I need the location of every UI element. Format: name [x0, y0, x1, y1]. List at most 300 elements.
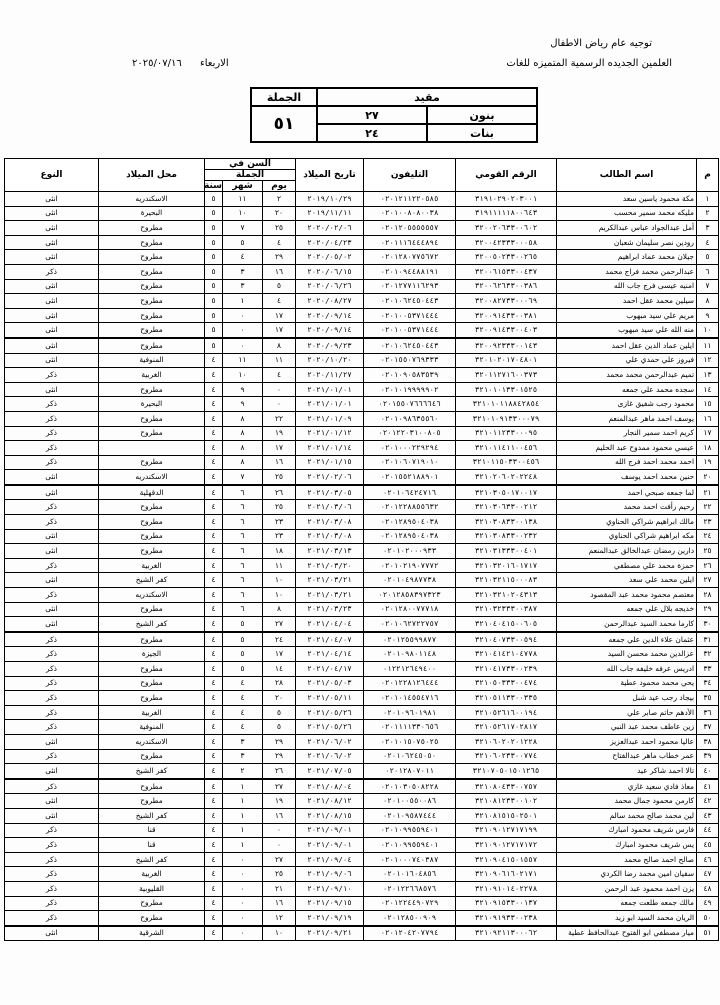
cell-age-years: ٥ [205, 235, 223, 250]
cell-national-id: ٣٢٠٠٩٢٣٣٣٠٠١٤٣ [456, 338, 557, 353]
cell-age-days: ٠ [263, 382, 296, 397]
cell-age-months: ٥ [223, 235, 263, 250]
table-row [5, 662, 719, 677]
cell-row-number: ١٧ [697, 426, 719, 441]
total-header: الجملة [251, 88, 317, 106]
col-day: يوم [263, 181, 296, 192]
table-row [5, 558, 719, 573]
cell-gender: انثى [5, 808, 99, 823]
cell-row-number: ٣٥ [697, 691, 719, 706]
cell-gender: انثى [5, 206, 99, 221]
cell-age-days: ٢٣ [263, 529, 296, 544]
cell-age-days: ١٠ [263, 926, 296, 941]
cell-national-id: ٣٢١٠٩١٠١٤٠٢٢٧٨ [456, 881, 557, 896]
table-row [5, 426, 719, 441]
cell-phone: ٠٢٠١٥٥٠٧٦٦٦٦٤٦ [364, 397, 456, 412]
cell-gender: ذكر [5, 896, 99, 911]
table-row [5, 734, 719, 749]
cell-gender: انثى [5, 926, 99, 941]
cell-age-days: ٥ [263, 705, 296, 720]
cell-phone: ٠٢٠١٢١١٢٢٠٥٨٥ [364, 192, 456, 207]
cell-age-days: ١٩ [263, 794, 296, 809]
cell-age-months: ٠ [223, 867, 263, 882]
cell-birth-date: ٢٠٢١/٠٩/٠٦ [296, 867, 364, 882]
cell-student-name: لما جمعه صبحي احمد [557, 485, 697, 500]
cell-age-months: ٥ [223, 617, 263, 632]
girls-label: بنات [427, 124, 537, 142]
cell-student-name: ايلين محمد علي سعد [557, 573, 697, 588]
cell-row-number: ٤٣ [697, 808, 719, 823]
cell-age-years: ٤ [205, 500, 223, 515]
cell-gender: ذكر [5, 705, 99, 720]
cell-age-months: ١١ [223, 353, 263, 368]
cell-gender: ذكر [5, 691, 99, 706]
cell-row-number: ٦ [697, 264, 719, 279]
boys-label: بنون [427, 106, 537, 124]
cell-phone: ٠٢٠١٠٦٢٧٢٢٧٥٧ [364, 617, 456, 632]
table-row [5, 368, 719, 383]
cell-row-number: ٣٠ [697, 617, 719, 632]
cell-national-id: ٣٢١٠٦٠٢٠٢٠١٢٢٨ [456, 734, 557, 749]
cell-age-days: ٤ [263, 368, 296, 383]
cell-national-id: ٣٢١٠١٠٩١٣٣٠٠٠٧٩ [456, 411, 557, 426]
cell-student-name: معاذ فادي سعيد غازي [557, 779, 697, 794]
cell-birth-date: ٢٠٢١/٠٩/١٥ [296, 896, 364, 911]
cell-age-years: ٥ [205, 221, 223, 236]
table-row [5, 529, 719, 544]
cell-gender: انثى [5, 470, 99, 485]
cell-gender: انثى [5, 279, 99, 294]
cell-student-name: مريم علي سيد مبهوب [557, 308, 697, 323]
table-row [5, 206, 719, 221]
cell-row-number: ١٣ [697, 368, 719, 383]
cell-student-name: يس شريف محمود امبارك [557, 838, 697, 853]
cell-national-id: ٣٢١٠٣٢١٠٢٠٤٣١٣ [456, 588, 557, 603]
cell-age-days: ١٨ [263, 544, 296, 559]
cell-row-number: ٤٤ [697, 823, 719, 838]
cell-birth-date: ٢٠٢١/٠٨/٠٤ [296, 779, 364, 794]
cell-birth-date: ٢٠٢١/٠١/٠١ [296, 397, 364, 412]
cell-national-id: ٣٢٠١١٢٧١٦٠٠٣٧٣ [456, 368, 557, 383]
cell-phone: ٠٢٠١٠٩٨٦٣٥٥٦٠ [364, 411, 456, 426]
cell-birth-date: ٢٠١٩/١٠/٢٩ [296, 192, 364, 207]
cell-birth-date: ٢٠٢٠/١٠/٢٠ [296, 353, 364, 368]
cell-birth-place: مطروح [99, 455, 205, 470]
col-phone: التليفون [364, 159, 456, 192]
cell-birth-date: ٢٠٢١/٠٥/٢٦ [296, 720, 364, 735]
cell-student-name: عمر خطاب ماهر عبدالفتاح [557, 749, 697, 764]
cell-row-number: ٢٧ [697, 573, 719, 588]
cell-age-months: ٤ [223, 720, 263, 735]
cell-gender: انثى [5, 250, 99, 265]
cell-age-days: ١٧ [263, 323, 296, 338]
cell-age-months: ٣ [223, 749, 263, 764]
cell-national-id: ٣٢١٠٨٠٤٣٣٠٠٧٥٧ [456, 779, 557, 794]
cell-student-name: سجده محمد علي جمعه [557, 382, 697, 397]
cell-row-number: ١٠ [697, 323, 719, 338]
enrollment-summary-table [250, 87, 538, 143]
cell-birth-place: مطروح [99, 602, 205, 617]
cell-student-name: محمود رجب شفيق غازى [557, 397, 697, 412]
cell-row-number: ٣ [697, 221, 719, 236]
cell-row-number: ٢٥ [697, 544, 719, 559]
table-row [5, 926, 719, 941]
cell-phone: ٠٢٠١٠١٥٠٧٥٠٢٥ [364, 734, 456, 749]
cell-birth-place: الغربية [99, 368, 205, 383]
cell-age-days: ٢٥ [263, 867, 296, 882]
cell-age-years: ٥ [205, 206, 223, 221]
table-row [5, 779, 719, 794]
cell-birth-date: ٢٠٢١/٠٣/٠٦ [296, 500, 364, 515]
cell-age-days: ٨ [263, 338, 296, 353]
cell-student-name: رودين نصر سليمان شعبان [557, 235, 697, 250]
cell-gender: انثى [5, 338, 99, 353]
cell-age-years: ٤ [205, 588, 223, 603]
cell-age-years: ٤ [205, 911, 223, 926]
cell-age-years: ٤ [205, 353, 223, 368]
cell-birth-place: مطروح [99, 382, 205, 397]
cell-birth-date: ٢٠٢٠/٠٤/٢٣ [296, 235, 364, 250]
cell-birth-date: ٢٠٢١/٠٣/٢١ [296, 588, 364, 603]
cell-birth-place: الدقهلية [99, 485, 205, 500]
cell-birth-place: قنا [99, 838, 205, 853]
cell-row-number: ١١ [697, 338, 719, 353]
cell-age-months: ١٠ [223, 368, 263, 383]
cell-age-months: ٣ [223, 734, 263, 749]
cell-age-days: ٢٠ [263, 206, 296, 221]
cell-birth-date: ٢٠٢١/٠٨/١٥ [296, 808, 364, 823]
cell-age-months: ٠ [223, 852, 263, 867]
cell-age-months: ٦ [223, 602, 263, 617]
cell-gender: انثى [5, 794, 99, 809]
cell-age-years: ٤ [205, 573, 223, 588]
cell-student-name: حمزة محمد علي مصطفي [557, 558, 697, 573]
cell-age-months: ٠ [223, 896, 263, 911]
cell-age-days: ٤ [263, 235, 296, 250]
cell-age-days: ٢٧ [263, 779, 296, 794]
cell-birth-date: ٢٠٢١/٠٩/٠١ [296, 838, 364, 853]
cell-gender: ذكر [5, 368, 99, 383]
cell-age-years: ٤ [205, 602, 223, 617]
cell-birth-date: ٢٠٢١/٠١/٠٩ [296, 411, 364, 426]
table-row [5, 602, 719, 617]
cell-age-days: ٢٣ [263, 515, 296, 530]
cell-birth-date: ٢٠٢١/٠٣/٠٥ [296, 485, 364, 500]
table-row [5, 749, 719, 764]
cell-national-id: ٣٢٠٠٢٠٦٣٣٠٠٦٠٢ [456, 221, 557, 236]
cell-birth-place: مطروح [99, 308, 205, 323]
cell-birth-place: مطروح [99, 294, 205, 309]
cell-student-name: تميم عبدالرحمن محمد محمد [557, 368, 697, 383]
cell-birth-date: ٢٠٢٠/٠٦/٢٦ [296, 279, 364, 294]
cell-age-days: ١٠ [263, 573, 296, 588]
cell-age-days: ٢٩ [263, 250, 296, 265]
cell-age-years: ٤ [205, 441, 223, 456]
cell-phone: ٠٢٠١٢٠٤٢٠٧٧٩٤ [364, 926, 456, 941]
cell-birth-place: مطروح [99, 794, 205, 809]
table-row [5, 647, 719, 662]
cell-birth-place: الشرقية [99, 926, 205, 941]
cell-national-id: ٣٢١٠١١٤١١٠٠٤٥٦ [456, 441, 557, 456]
cell-student-name: مكه ابراهيم شراكي الحناوي [557, 529, 697, 544]
cell-age-days: ٢٥ [263, 500, 296, 515]
cell-gender: ذكر [5, 411, 99, 426]
table-row [5, 676, 719, 691]
cell-birth-date: ٢٠٢١/٠١/٠١ [296, 382, 364, 397]
cell-phone: ٠٢٠١٠٦٢٤٥٠٥٠ [364, 749, 456, 764]
students-table-body [5, 192, 719, 941]
cell-phone: ٠٢٠١٢٨٥٨٣٩٧٣٢٣ [364, 588, 456, 603]
cell-age-years: ٤ [205, 734, 223, 749]
cell-birth-date: ٢٠٢١/٠٦/٠٢ [296, 749, 364, 764]
cell-national-id: ٣٢١٠٥٢٦١٧٠٢٨١٧ [456, 720, 557, 735]
table-row [5, 720, 719, 735]
cell-phone: ٠٢٠١٠٦٠٧١٩٠١٠ [364, 455, 456, 470]
cell-student-name: امنيه عيسى فرج جاب الله [557, 279, 697, 294]
cell-birth-place: مطروح [99, 691, 205, 706]
cell-age-days: ١١ [263, 558, 296, 573]
table-row [5, 573, 719, 588]
cell-age-months: ١ [223, 808, 263, 823]
cell-national-id: ٣٢١٠٥٠٣٣٣٠٠٤٧٤ [456, 676, 557, 691]
col-age-sub: الجملة [205, 170, 296, 181]
table-row [5, 823, 719, 838]
cell-age-months: ٣ [223, 264, 263, 279]
cell-student-name: أمل عبدالجواد عباس عبدالكريم [557, 221, 697, 236]
cell-birth-place: المنوفية [99, 720, 205, 735]
cell-gender: ذكر [5, 749, 99, 764]
cell-age-months: ٦ [223, 573, 263, 588]
cell-row-number: ١٤ [697, 382, 719, 397]
cell-row-number: ٢٤ [697, 529, 719, 544]
cell-row-number: ٣٨ [697, 734, 719, 749]
cell-gender: ذكر [5, 676, 99, 691]
cell-student-name: سفيان امين محمد رضا الكردي [557, 867, 697, 882]
cell-national-id: ٣٢٠٠٦٢٦٣٣٠٠٣٨٦ [456, 279, 557, 294]
cell-birth-date: ٢٠٢١/٠٥/٠٣ [296, 676, 364, 691]
cell-age-days: ٢٧ [263, 852, 296, 867]
cell-phone: ٠٢٠١٢٨٥٠٠٩٠٩ [364, 911, 456, 926]
cell-phone: ٠٢٠١٠٢٠٠٠٩٣٣ [364, 544, 456, 559]
cell-birth-place: مطروح [99, 662, 205, 677]
cell-age-months: ٨ [223, 441, 263, 456]
cell-row-number: ٤٥ [697, 838, 719, 853]
col-year: سنة [204, 181, 223, 191]
cell-student-name: لين محمد صالح محمد سالم [557, 808, 697, 823]
cell-phone: ٠٢٠١٥٥٢١٨٨٩٠١ [364, 470, 456, 485]
cell-phone: ٠٢٠١٠٠٨٠٨٠٠٣٨ [364, 206, 456, 221]
cell-gender: ذكر [5, 852, 99, 867]
cell-birth-date: ٢٠٢١/٠١/١٢ [296, 426, 364, 441]
cell-age-days: ١٧ [263, 308, 296, 323]
cell-age-years: ٤ [205, 691, 223, 706]
cell-national-id: ٣٢١٠٦٠٢٣٣٠٠٧٧٤ [456, 749, 557, 764]
cell-birth-place: مطروح [99, 250, 205, 265]
cell-row-number: ٥١ [697, 926, 719, 941]
cell-birth-date: ٢٠٢٠/٠٨/٢٧ [296, 294, 364, 309]
cell-national-id: ٣٢٠٠٥٠٢٣٣٠٠٢٦٥ [456, 250, 557, 265]
cell-student-name: ايلين عماد الدين عقل احمد [557, 338, 697, 353]
cell-birth-date: ٢٠٢١/٠٦/٠٢ [296, 734, 364, 749]
cell-birth-place: الغربية [99, 867, 205, 882]
cell-national-id: ٣٢١٠٨١٢٣٣٠٠١٠٢ [456, 794, 557, 809]
cell-national-id: ٣٢١٠٤٠٤١٥٠٠٦٠٥ [456, 617, 557, 632]
cell-national-id: ٣١٩١١١١١٨٠٠٦٤٣ [456, 206, 557, 221]
cell-national-id: ٣٢١٠٩٠٦١٦٠٢١٧١ [456, 867, 557, 882]
cell-gender: ذكر [5, 558, 99, 573]
table-row [5, 867, 719, 882]
cell-row-number: ٢٢ [697, 500, 719, 515]
cell-age-days: ١٦ [263, 455, 296, 470]
cell-age-years: ٤ [205, 705, 223, 720]
cell-gender: ذكر [5, 500, 99, 515]
cell-student-name: الريان محمد السيد ابو زيد [557, 911, 697, 926]
cell-birth-place: كفر الشيخ [99, 852, 205, 867]
cell-age-months: ١ [223, 294, 263, 309]
table-row [5, 397, 719, 412]
cell-birth-date: ٢٠٢١/٠٩/٠٤ [296, 852, 364, 867]
cell-student-name: عبدالرحمن محمد فراج محمد [557, 264, 697, 279]
cell-birth-date: ٢٠٢٠/٠٥/٠٢ [296, 250, 364, 265]
cell-birth-place [99, 441, 205, 456]
cell-phone: ٠٢٠١٢٥٥٩٩٨٧٧ [364, 632, 456, 647]
cell-age-days: ١٠ [263, 588, 296, 603]
cell-national-id: ٣٢١٠٩١٩٣٣٠٠٢٣٨ [456, 911, 557, 926]
cell-phone: ٠٢٠١٠٠٥٣٧١٤٤٤ [364, 308, 456, 323]
cell-birth-place: مطروح [99, 779, 205, 794]
cell-age-months: ٦ [223, 544, 263, 559]
col-month: شهر [223, 181, 263, 192]
cell-birth-date: ٢٠٢١/٠١/١٥ [296, 455, 364, 470]
cell-age-months: ١٠ [223, 206, 263, 221]
table-row [5, 515, 719, 530]
table-row [5, 632, 719, 647]
cell-student-name: حنين محمد احمد يوسف [557, 470, 697, 485]
cell-row-number: ١ [697, 192, 719, 207]
cell-national-id: ٣٢١٠٣٠٨٣٣٠٠٢٣٢ [456, 529, 557, 544]
cell-birth-place: مطروح [99, 235, 205, 250]
cell-national-id: ٣٢١٠٣٢٣٣٣٠٠٣٨٧ [456, 602, 557, 617]
table-row [5, 338, 719, 353]
cell-birth-date: ٢٠٢١/٠٤/١٤ [296, 647, 364, 662]
cell-birth-place: كفر الشيخ [99, 617, 205, 632]
cell-age-years: ٤ [205, 926, 223, 941]
cell-phone: ٠٢٠١٢٨٠٧٧٥٦٧٢ [364, 250, 456, 265]
cell-age-years: ٥ [205, 250, 223, 265]
cell-age-days: ٢٢ [263, 411, 296, 426]
cell-birth-date: ٢٠٢١/٠٣/٢١ [296, 573, 364, 588]
cell-row-number: ٥٠ [697, 911, 719, 926]
cell-age-days: ١٤ [263, 662, 296, 677]
cell-national-id: ٣٢٠١٠٢٠١٧٠٤٨٠١ [456, 353, 557, 368]
cell-gender: انثى [5, 382, 99, 397]
cell-student-name: فارس شريف محمود امبارك [557, 823, 697, 838]
table-row [5, 353, 719, 368]
cell-row-number: ٣١ [697, 632, 719, 647]
table-row [5, 250, 719, 265]
cell-student-name: عاليا محمود احمد عبدالعزيز [557, 734, 697, 749]
cell-student-name: ميار مصطفي ابو الفتوح عبدالحافظ عطية [557, 926, 697, 941]
cell-phone: ٠٢٠١٠٢١٩٠٧٧٧٢ [364, 558, 456, 573]
cell-age-years: ٤ [205, 662, 223, 677]
cell-student-name: يزن احمد محمود عبد الرحمن [557, 881, 697, 896]
cell-phone: ٠٢٠١٢٢٨١٢٦٤٤٤ [364, 676, 456, 691]
cell-gender: ذكر [5, 662, 99, 677]
col-birth-date: تاريخ الميلاد [296, 159, 364, 192]
table-row [5, 764, 719, 779]
cell-age-months: ٣ [223, 279, 263, 294]
table-row [5, 441, 719, 456]
cell-birth-place: مطروح [99, 500, 205, 515]
cell-birth-place: مطروح [99, 632, 205, 647]
cell-birth-place: مطروح [99, 515, 205, 530]
cell-age-months: ١ [223, 779, 263, 794]
cell-row-number: ٢٨ [697, 588, 719, 603]
cell-age-years: ٥ [205, 264, 223, 279]
cell-birth-date: ٢٠٢١/٠٩/١٩ [296, 911, 364, 926]
cell-age-months: ٥ [223, 632, 263, 647]
cell-phone: ٠٢٠١٠٠٥٣٧١٤٤٤ [364, 323, 456, 338]
cell-age-years: ٤ [205, 838, 223, 853]
cell-national-id: ٣٢١٠٤٠٧٣٣٠٠٥٩٤ [456, 632, 557, 647]
cell-age-years: ٤ [205, 368, 223, 383]
cell-phone: ٠٢٠١١١١٣٣٠٦٥٦ [364, 720, 456, 735]
cell-age-days: ٢١ [263, 881, 296, 896]
table-row [5, 544, 719, 559]
cell-age-years: ٤ [205, 455, 223, 470]
cell-age-months: ٤ [223, 250, 263, 265]
cell-birth-place: الجيزة [99, 647, 205, 662]
cell-age-months: ٥ [223, 662, 263, 677]
cell-row-number: ٩ [697, 308, 719, 323]
cell-age-days: ٢٠ [263, 691, 296, 706]
cell-student-name: يحي محمد محمود عطية [557, 676, 697, 691]
cell-national-id: ٣٢٠٠٩١٤٣٣٠٠٣٨١ [456, 308, 557, 323]
table-row [5, 323, 719, 338]
cell-age-months: ٠ [223, 926, 263, 941]
cell-age-years: ٤ [205, 852, 223, 867]
cell-birth-date: ٢٠٢١/٠٣/٢٠ [296, 558, 364, 573]
cell-row-number: ٤ [697, 235, 719, 250]
cell-student-name: ادريس عرفه خليفه جاب الله [557, 662, 697, 677]
cell-age-years: ٤ [205, 411, 223, 426]
cell-age-years: ٥ [205, 279, 223, 294]
cell-age-months: ٠ [223, 323, 263, 338]
cell-birth-date: ٢٠٢١/٠٥/٢٦ [296, 705, 364, 720]
cell-age-years: ٤ [205, 823, 223, 838]
cell-age-days: ٢٦ [263, 764, 296, 779]
cell-age-days: ٢٦ [263, 485, 296, 500]
cell-age-days: ٢٤ [263, 632, 296, 647]
cell-age-days: ٨ [263, 602, 296, 617]
cell-phone: ٠٢٠١٠١٦٠٤٨٥٦ [364, 867, 456, 882]
cell-gender: ذكر [5, 515, 99, 530]
table-row [5, 588, 719, 603]
cell-row-number: ٢٦ [697, 558, 719, 573]
cell-phone: ٠٢٠١٠٩٠٥٨٣٥٣٩ [364, 368, 456, 383]
cell-row-number: ١٩ [697, 455, 719, 470]
cell-national-id: ٣٢١٠١١٢٣٣٠٠٠٩٥ [456, 426, 557, 441]
cell-gender: انثى [5, 221, 99, 236]
cell-age-years: ٥ [205, 294, 223, 309]
cell-age-days: ١٦ [263, 808, 296, 823]
cell-birth-date: ٢٠٢٠/٠٩/٢٣ [296, 338, 364, 353]
cell-national-id: ٣٢١٠٣٢٠١٦٠١٧١٧ [456, 558, 557, 573]
cell-birth-date: ٢٠٢١/٠٨/١٢ [296, 794, 364, 809]
cell-gender: انثى [5, 192, 99, 207]
cell-student-name: دارين رمضان عبدالخالق عبدالمنعم [557, 544, 697, 559]
cell-age-months: ٤ [223, 691, 263, 706]
